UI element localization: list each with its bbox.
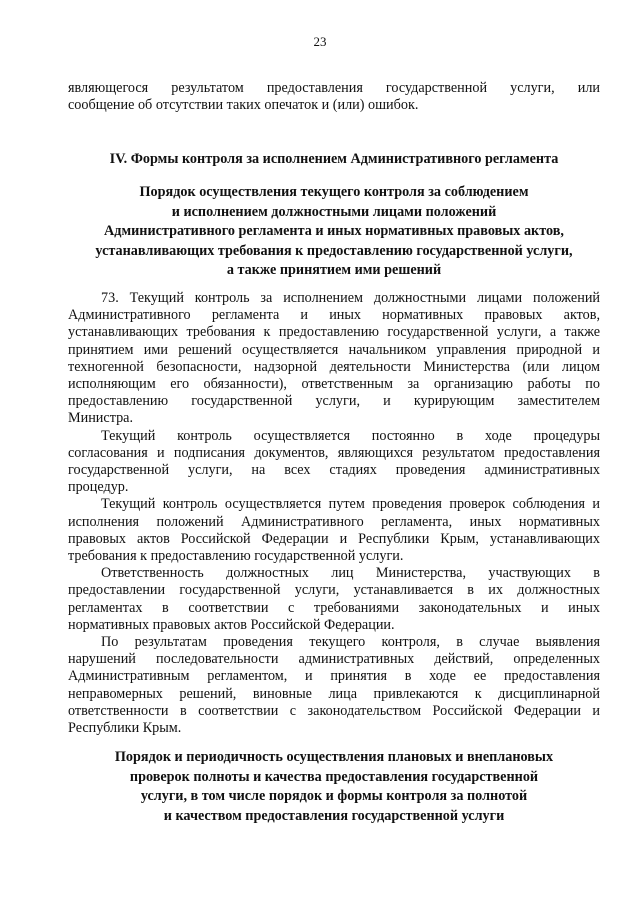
- paragraph-line: устанавливающих требования к предоставлению государственной услуги, а также: [68, 324, 600, 341]
- subheading-line: а также принятием ими решений: [226, 262, 442, 278]
- paragraph-line: Министра.: [68, 410, 134, 427]
- intro-text: [68, 80, 600, 114]
- paragraph-line: регламентах в соответствии с требованиями законодательных и иных: [68, 599, 600, 616]
- paragraph-line: ответственности в соответствии с законодательством Российской Федерации и: [68, 702, 600, 719]
- paragraph-line: Текущий контроль осуществляется постоянно в ходе процедуры: [101, 427, 600, 444]
- section-heading: IV. Формы контроля за исполнением Административного регламента: [109, 151, 559, 167]
- paragraph-line: Ответственность должностных лиц Министерства, участвующих в: [101, 565, 600, 582]
- subheading-line: услуги, в том числе порядок и формы контроля за полнотой: [140, 788, 528, 804]
- subheading-line: Порядок осуществления текущего контроля за соблюдением: [139, 184, 529, 200]
- subheading-inspections: [60, 748, 608, 826]
- paragraph-73: [68, 290, 600, 428]
- subheading-current-control: [60, 183, 608, 281]
- body-text: [68, 290, 600, 737]
- paragraph-line: нарушений последовательности административных действий, определенных: [68, 651, 600, 668]
- paragraph-line: неправомерных решений, виновные лица привлекаются к дисциплинарной: [68, 685, 600, 702]
- paragraph: [68, 634, 600, 737]
- paragraph-line: правовых актов Российской Федерации и Республики Крым, устанавливающих: [68, 530, 600, 547]
- paragraph-line: исполняющим его обязанности), ответственным за организацию работы по: [68, 376, 600, 393]
- paragraph: [68, 428, 600, 497]
- page-number: 23: [313, 34, 327, 49]
- paragraph-line: согласования и подписания документов, являющихся результатом предоставления: [68, 444, 600, 461]
- intro-line: являющегося результатом предоставления государственной услуги, или: [68, 80, 600, 96]
- paragraph-line: Республики Крым.: [68, 720, 182, 737]
- intro-line: сообщение об отсутствии таких опечаток и (или) ошибок.: [68, 97, 419, 114]
- paragraph-line: техногенной безопасности, надзорной деятельности Министерства (или лицом: [68, 358, 600, 375]
- paragraph-line: предоставлению государственной услуги, и курирующим заместителем: [68, 393, 600, 410]
- paragraph-line: Административного регламента и иных нормативных правовых актов,: [68, 307, 600, 324]
- paragraph-line: нормативных правовых актов Российской Федерации.: [68, 616, 395, 633]
- paragraph-line: 73. Текущий контроль за исполнением должностными лицами положений: [101, 290, 600, 306]
- paragraph-line: требования к предоставлению государственной услуги.: [68, 548, 404, 565]
- subheading-line: Порядок и периодичность осуществления плановых и внеплановых: [114, 749, 554, 765]
- paragraph-line: принятием ими решений осуществляется начальником управления природной и: [68, 341, 600, 358]
- subheading-line: проверок полноты и качества предоставления государственной: [129, 768, 539, 785]
- paragraph-line: Административным регламентом, и принятия в ходе ее предоставления: [68, 668, 600, 685]
- subheading-line: и исполнением должностными лицами положений: [171, 203, 497, 220]
- paragraph-line: По результатам проведения текущего контроля, в случае выявления: [101, 634, 600, 651]
- subheading-line: Административного регламента и иных нормативных правовых актов,: [104, 223, 564, 239]
- paragraph: [68, 565, 600, 634]
- paragraph: [68, 496, 600, 565]
- paragraph-line: исполнения положений Административного регламента, иных нормативных: [68, 513, 600, 530]
- paragraph-line: государственной услуги, на всех стадиях проведения административных: [68, 462, 600, 479]
- subheading-line: и качеством предоставления государственной услуги: [163, 807, 505, 824]
- paragraph-line: Текущий контроль осуществляется путем проведения проверок соблюдения и: [101, 496, 600, 513]
- paragraph-line: процедур.: [68, 479, 129, 496]
- paragraph-line: предоставлении государственной услуги, устанавливается в их должностных: [68, 582, 600, 599]
- subheading-line: устанавливающих требования к предоставлению государственной услуги,: [95, 242, 573, 259]
